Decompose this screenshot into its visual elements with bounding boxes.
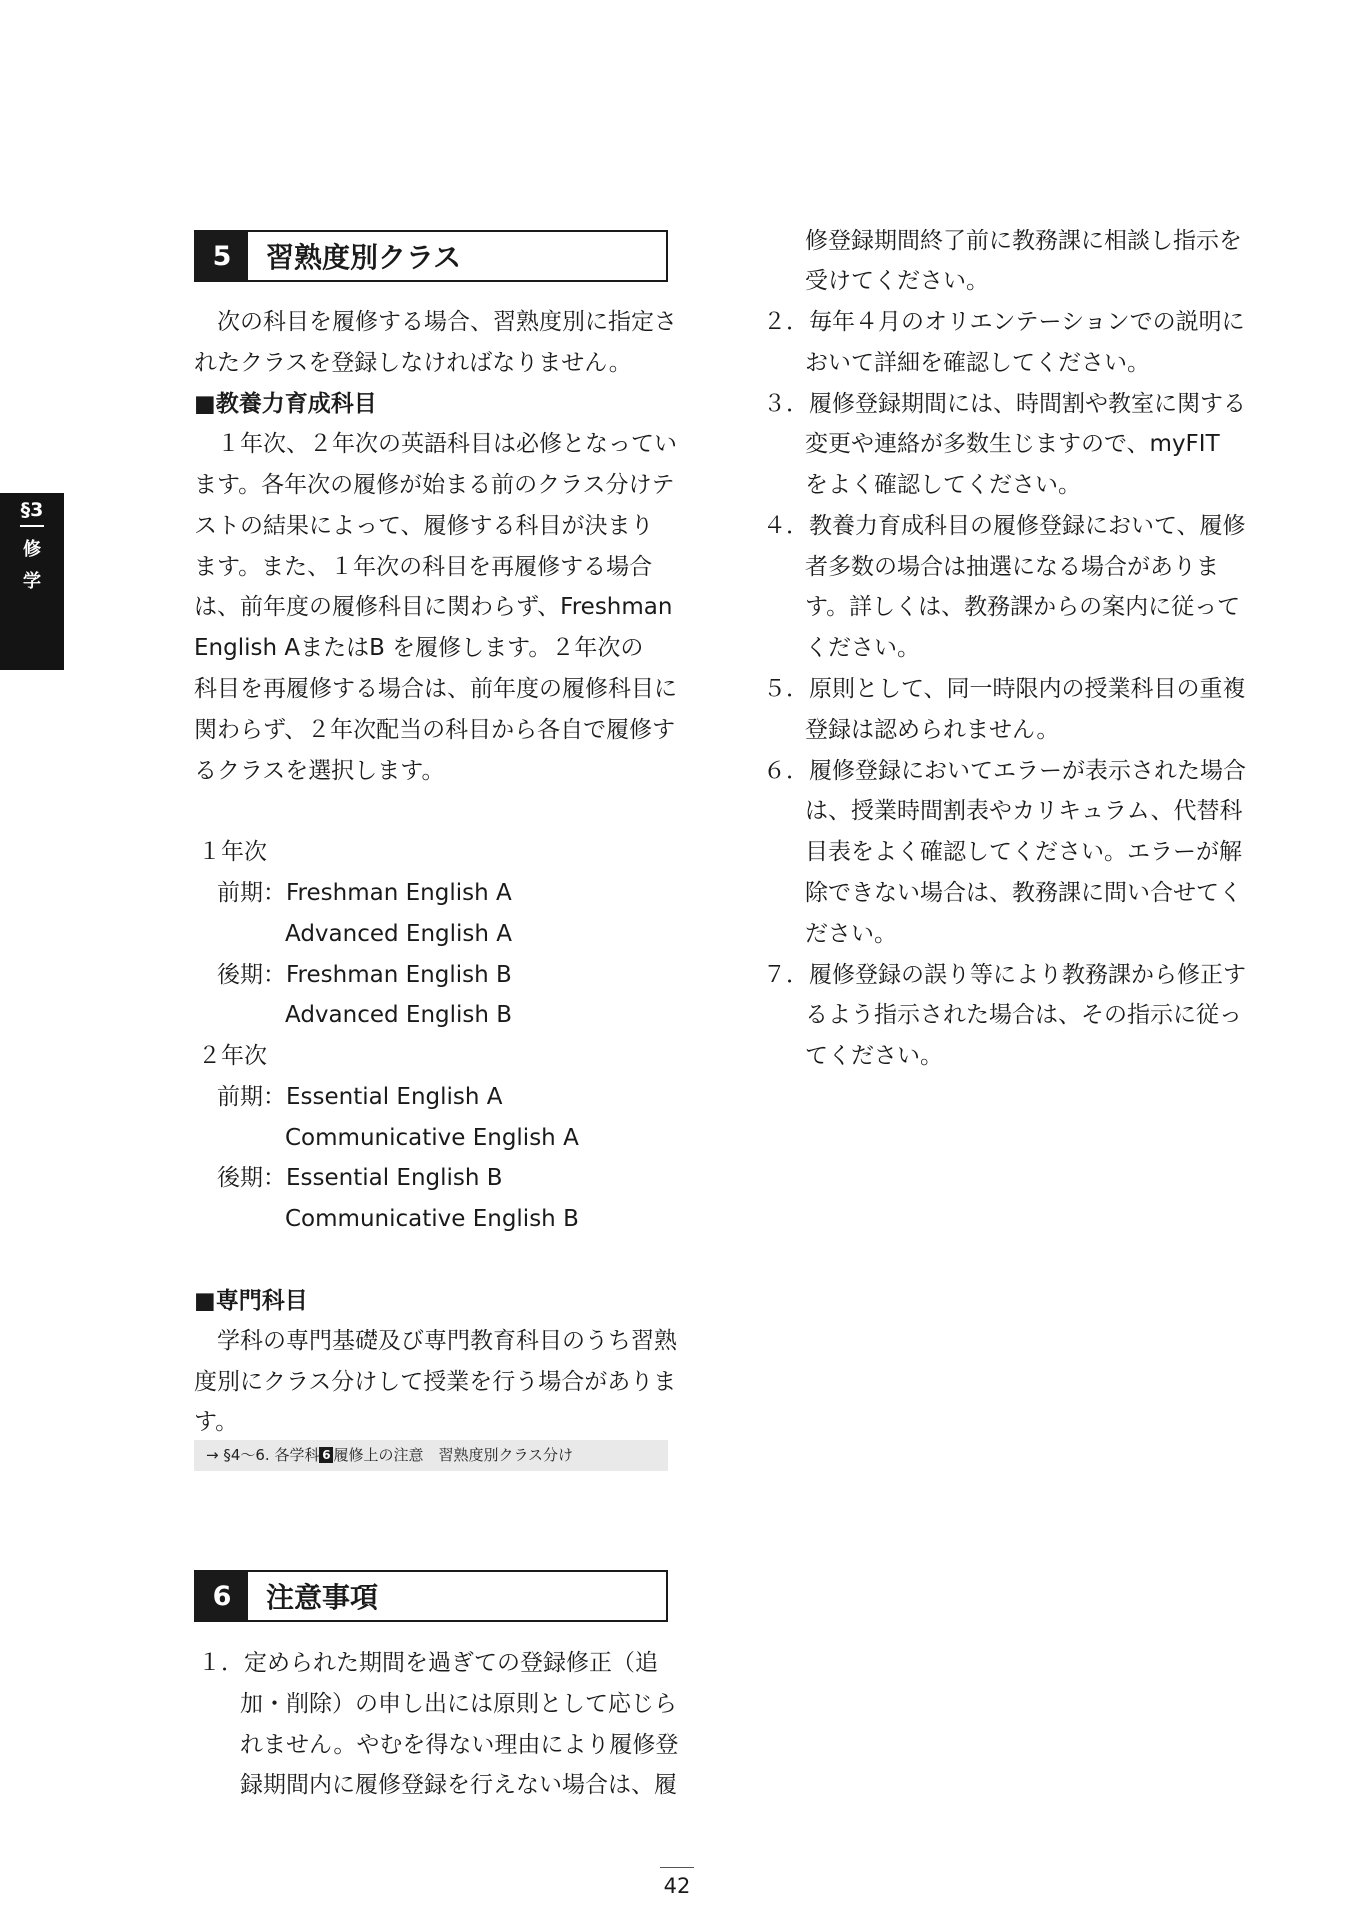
year2-zenki: 前期：Essential English A — [217, 1084, 503, 1110]
year2-kouki-2: Communicative English B — [285, 1206, 579, 1232]
right-col-line: 登録は認められません。 — [805, 717, 1060, 743]
section-side-tab — [0, 493, 64, 670]
right-col-line: 受けてください。 — [805, 268, 989, 294]
ref-suffix: 履修上の注意 習熟度別クラス分け — [333, 1446, 574, 1464]
side-tab-char-2: 学 — [23, 571, 41, 592]
paragraph-line: ストの結果によって、履修する科目が決まり — [194, 513, 654, 539]
paragraph-line: れたクラスを登録しなければなりません。 — [194, 350, 632, 376]
paragraph-line: English AまたはB を履修します。２年次の — [194, 635, 644, 661]
subheading-senmon: ■専門科目 — [194, 1288, 308, 1314]
side-tab-section: §3 — [20, 499, 44, 521]
right-col-line: るよう指示された場合は、その指示に従っ — [805, 1002, 1242, 1028]
paragraph-line: ます。各年次の履修が始まる前のクラス分けテ — [194, 472, 675, 498]
cross-reference-bar — [194, 1440, 668, 1471]
right-col-line: 修登録期間終了前に教務課に相談し指示を — [805, 228, 1242, 254]
right-col-line: ください。 — [805, 635, 920, 661]
paragraph-line: ます。また、１年次の科目を再履修する場合 — [194, 554, 653, 580]
list-item-1-line: れません。やむを得ない理由により履修登 — [240, 1732, 679, 1758]
year1-kouki: 後期：Freshman English B — [217, 962, 512, 988]
page-number: 42 — [663, 1874, 691, 1898]
year2-zenki-2: Communicative English A — [285, 1125, 579, 1151]
paragraph-line: １年次、２年次の英語科目は必修となってい — [217, 431, 677, 457]
year1-zenki-2: Advanced English A — [285, 921, 513, 947]
right-col-line: ５．原則として、同一時限内の授業科目の重複 — [763, 676, 1246, 702]
list-item-1-line: 加・削除）の申し出には原則として応じら — [240, 1691, 677, 1717]
right-col-line: す。詳しくは、教務課からの案内に従って — [805, 594, 1241, 620]
list-item-1-line: 録期間内に履修登録を行えない場合は、履 — [240, 1772, 677, 1798]
year1-kouki-2: Advanced English B — [285, 1002, 513, 1028]
right-col-line: 目表をよく確認してください。エラーが解 — [805, 839, 1242, 865]
section-5-heading — [194, 230, 668, 282]
right-col-line: をよく確認してください。 — [805, 472, 1081, 498]
right-col-line: は、授業時間割表やカリキュラム、代替科 — [805, 798, 1243, 824]
paragraph-line: 科目を再履修する場合は、前年度の履修科目に — [194, 676, 677, 702]
list-item-1-line: １．定められた期間を過ぎての登録修正（追 — [198, 1650, 658, 1676]
paragraph-line: 学科の専門基礎及び専門教育科目のうち習熟 — [217, 1328, 677, 1354]
paragraph-line: 次の科目を履修する場合、習熟度別に指定さ — [217, 309, 677, 335]
paragraph-line: す。 — [194, 1409, 239, 1435]
section-6-number: 6 — [196, 1572, 248, 1620]
right-col-line: 変更や連絡が多数生じますので、myFIT — [805, 431, 1220, 457]
right-col-line: ２．毎年４月のオリエンテーションでの説明に — [763, 309, 1245, 335]
ref-number-box: 6 — [319, 1447, 333, 1463]
year2-kouki: 後期：Essential English B — [217, 1165, 503, 1191]
right-col-line: 除できない場合は、教務課に問い合せてく — [805, 880, 1242, 906]
year2-label: ２年次 — [198, 1043, 267, 1069]
right-col-line: ださい。 — [805, 921, 897, 947]
right-col-line: 者多数の場合は抽選になる場合がありま — [805, 554, 1219, 580]
right-col-line: ３．履修登録期間には、時間割や教室に関する — [763, 391, 1246, 417]
right-col-line: ７．履修登録の誤り等により教務課から修正す — [763, 962, 1246, 988]
year1-zenki: 前期：Freshman English A — [217, 880, 512, 906]
paragraph-line: るクラスを選択します。 — [194, 758, 445, 784]
subheading-kyoyo: ■教養力育成科目 — [194, 391, 377, 417]
ref-prefix: → §4～6. 各学科 — [206, 1446, 320, 1464]
right-col-line: てください。 — [805, 1043, 943, 1069]
section-5-number: 5 — [196, 232, 248, 280]
section-5-title: 習熟度別クラス — [266, 241, 462, 274]
paragraph-line: 関わらず、２年次配当の科目から各自で履修す — [194, 717, 676, 743]
section-6-title: 注意事項 — [266, 1581, 379, 1614]
right-col-line: おいて詳細を確認してください。 — [805, 350, 1150, 376]
right-col-line: ６．履修登録においてエラーが表示された場合 — [763, 758, 1246, 784]
right-col-line: ４．教養力育成科目の履修登録において、履修 — [763, 513, 1246, 539]
page-number-rule — [660, 1867, 694, 1868]
paragraph-line: は、前年度の履修科目に関わらず、Freshman — [194, 594, 673, 620]
paragraph-line: 度別にクラス分けして授業を行う場合がありま — [194, 1369, 677, 1395]
section-6-heading — [194, 1570, 668, 1622]
side-tab-char-1: 修 — [23, 539, 41, 560]
year1-label: １年次 — [198, 839, 267, 865]
side-tab-rule — [20, 525, 44, 527]
